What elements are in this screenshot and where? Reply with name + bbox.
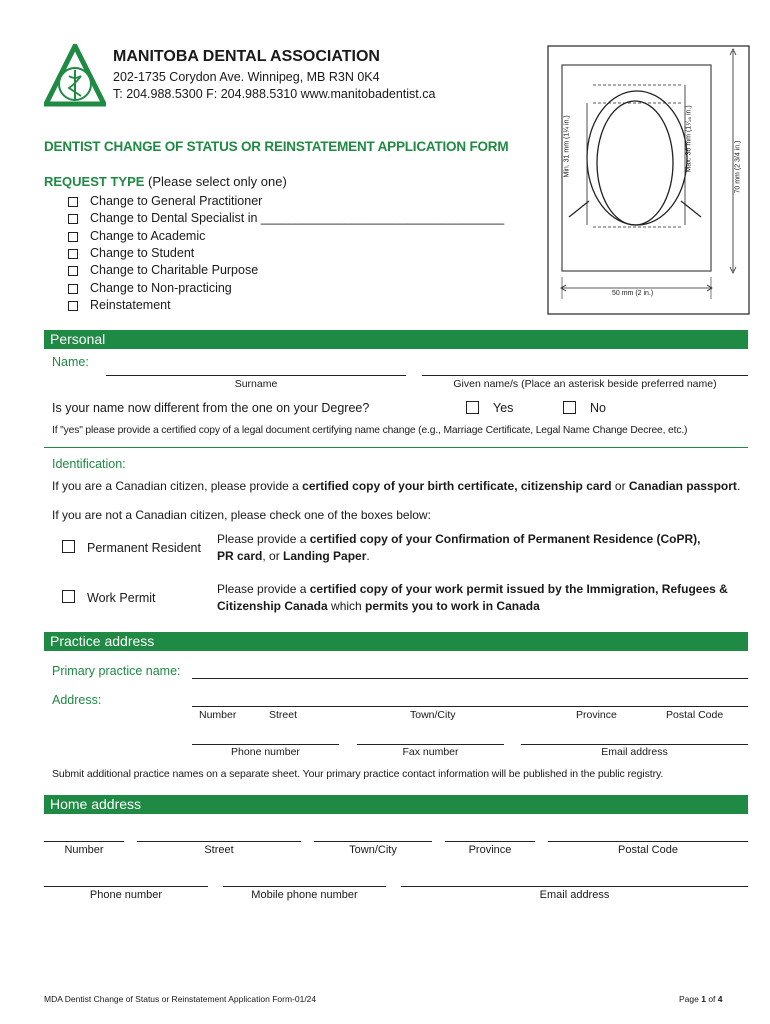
practice-fax-line[interactable] [357,744,504,745]
home-email-line[interactable] [401,886,748,887]
request-type-checkbox[interactable] [68,197,78,207]
home-province-line[interactable] [445,841,535,842]
practice-street-label: Street [269,709,298,721]
practice-town-label: Town/City [410,709,456,721]
org-contact: T: 204.988.5300 F: 204.988.5310 www.manitobadentist.ca [113,87,436,101]
org-name: MANITOBA DENTAL ASSOCIATION [113,48,380,65]
name-different-no-checkbox[interactable] [563,401,576,414]
wp-text: Please provide a [217,582,310,596]
request-type-option-label: Change to General Practitioner [90,194,263,208]
request-type-option-label: Reinstatement [90,297,171,312]
page-total: 4 [717,994,723,1004]
pr-or: , or [262,549,284,563]
home-email-label: Email address [539,889,610,901]
request-type-checkbox[interactable] [68,249,78,259]
surname-label: Surname [234,378,278,390]
surname-line[interactable] [106,375,406,376]
practice-address-label: Address: [52,693,102,707]
section-personal: Personal [44,330,748,349]
request-type-option-label: Change to Charitable Purpose [90,263,259,278]
photo-height-label: 70 mm (2 3/4 in.) [734,140,742,194]
identification-heading: Identification: [52,457,126,471]
home-phone-label: Phone number [89,889,163,901]
given-name-label: Given name/s (Place an asterisk beside preferred name) [453,378,717,390]
yes-label: Yes [493,401,514,415]
photo-width-label: 50 mm (2 in.) [612,290,654,297]
non-citizen-instructions: If you are not a Canadian citizen, please check one of the boxes below: [52,508,431,522]
citizen-passport: Canadian passport [628,479,737,493]
practice-email-label: Email address [601,746,668,758]
request-type-checkbox[interactable] [68,232,78,242]
section-home-address: Home address [44,795,748,814]
mda-logo [44,44,106,110]
request-type-option-label: Change to Non-practicing [90,280,232,295]
home-mobile-label: Mobile phone number [251,889,358,901]
pr-instructions-line1 [217,532,700,546]
photo-min-label: Min. 31 mm (1¼ in.) [563,115,571,178]
name-different-yes-checkbox[interactable] [466,401,479,414]
home-province-label: Province [468,844,512,856]
wp-docs: certified copy of your work permit issued by the Immigration, Refugees & [309,582,728,596]
primary-practice-label: Primary practice name: [52,664,181,678]
citizen-or: or [611,479,629,493]
wp-permits: permits you to work in Canada [365,599,540,613]
pr-card: PR card [217,549,263,563]
footer-page-number [679,994,723,1004]
practice-email-line[interactable] [521,744,748,745]
request-type-checkbox[interactable] [68,266,78,276]
request-type-label: REQUEST TYPE [44,174,145,189]
citizen-docs: certified copy of your birth certificate, citizenship card [302,479,612,493]
permanent-resident-label: Permanent Resident [87,541,201,555]
pr-docs: certified copy of your Confirmation of Permanent Residence (CoPR), [309,532,701,546]
practice-phone-label: Phone number [231,746,300,758]
request-type-checkbox[interactable] [68,284,78,294]
request-type-option-label: Change to Student [90,245,195,260]
primary-practice-line[interactable] [192,678,748,679]
identification-divider [44,447,748,448]
practice-fax-label: Fax number [402,746,459,758]
home-town-line[interactable] [314,841,432,842]
work-permit-checkbox[interactable] [62,590,75,603]
request-type-option-label: Change to Dental Specialist in ___________________________________ [90,211,505,226]
wp-instructions-line2 [217,599,540,613]
request-type-checkbox[interactable] [68,214,78,224]
org-address: 202-1735 Corydon Ave. Winnipeg, MB R3N 0K4 [113,70,380,84]
pr-text: Please provide a [217,532,310,546]
home-postal-label: Postal Code [618,844,678,856]
wp-which: which [327,599,366,613]
home-number-line[interactable] [44,841,124,842]
pr-period: . [366,549,370,563]
section-practice-address: Practice address [44,632,748,651]
home-town-label: Town/City [349,844,397,856]
photo-guide-diagram [547,45,750,315]
page-current: 1 [701,994,706,1004]
citizen-text: If you are a Canadian citizen, please provide a [52,479,303,493]
request-type-option-label: Change to Academic [90,228,206,243]
given-name-line[interactable] [422,375,748,376]
request-type-heading [44,174,287,189]
citizen-instructions [52,479,740,493]
home-mobile-line[interactable] [223,886,386,887]
practice-province-label: Province [576,709,617,721]
request-type-checkbox[interactable] [68,301,78,311]
work-permit-label: Work Permit [87,591,156,605]
permanent-resident-checkbox[interactable] [62,540,75,553]
request-type-note: (Please select only one) [148,174,287,189]
name-label: Name: [52,355,89,369]
citizen-period: . [736,479,741,493]
home-number-label: Number [64,844,104,856]
name-change-note: If "yes" please provide a certified copy of a legal document certifying name change (e.g., Marriage Certificate, Legal Name Change Decree, etc.) [52,425,688,436]
practice-number-label: Number [199,709,237,721]
practice-address-line[interactable] [192,706,748,707]
home-postal-line[interactable] [548,841,748,842]
page-of: of [705,994,718,1004]
home-street-line[interactable] [137,841,301,842]
name-different-question: Is your name now different from the one on your Degree? [52,401,370,415]
no-label: No [590,401,606,415]
practice-phone-line[interactable] [192,744,339,745]
page-word: Page [679,994,702,1004]
practice-postal-label: Postal Code [666,709,724,721]
wp-ircc: Citizenship Canada [217,599,328,613]
pr-instructions-line2 [217,549,370,563]
photo-max-label: Max. 36 mm (1⁷⁄₁₆ in.) [685,105,693,173]
wp-instructions-line1 [217,582,728,596]
footer-form-id: MDA Dentist Change of Status or Reinstatement Application Form-01/24 [44,994,317,1004]
pr-landing: Landing Paper [283,549,367,563]
practice-note: Submit additional practice names on a separate sheet. Your primary practice contact information will be published in the public registry. [52,768,664,780]
form-title: DENTIST CHANGE OF STATUS OR REINSTATEMENT APPLICATION FORM [44,139,509,154]
home-street-label: Street [204,844,234,856]
home-phone-line[interactable] [44,886,208,887]
